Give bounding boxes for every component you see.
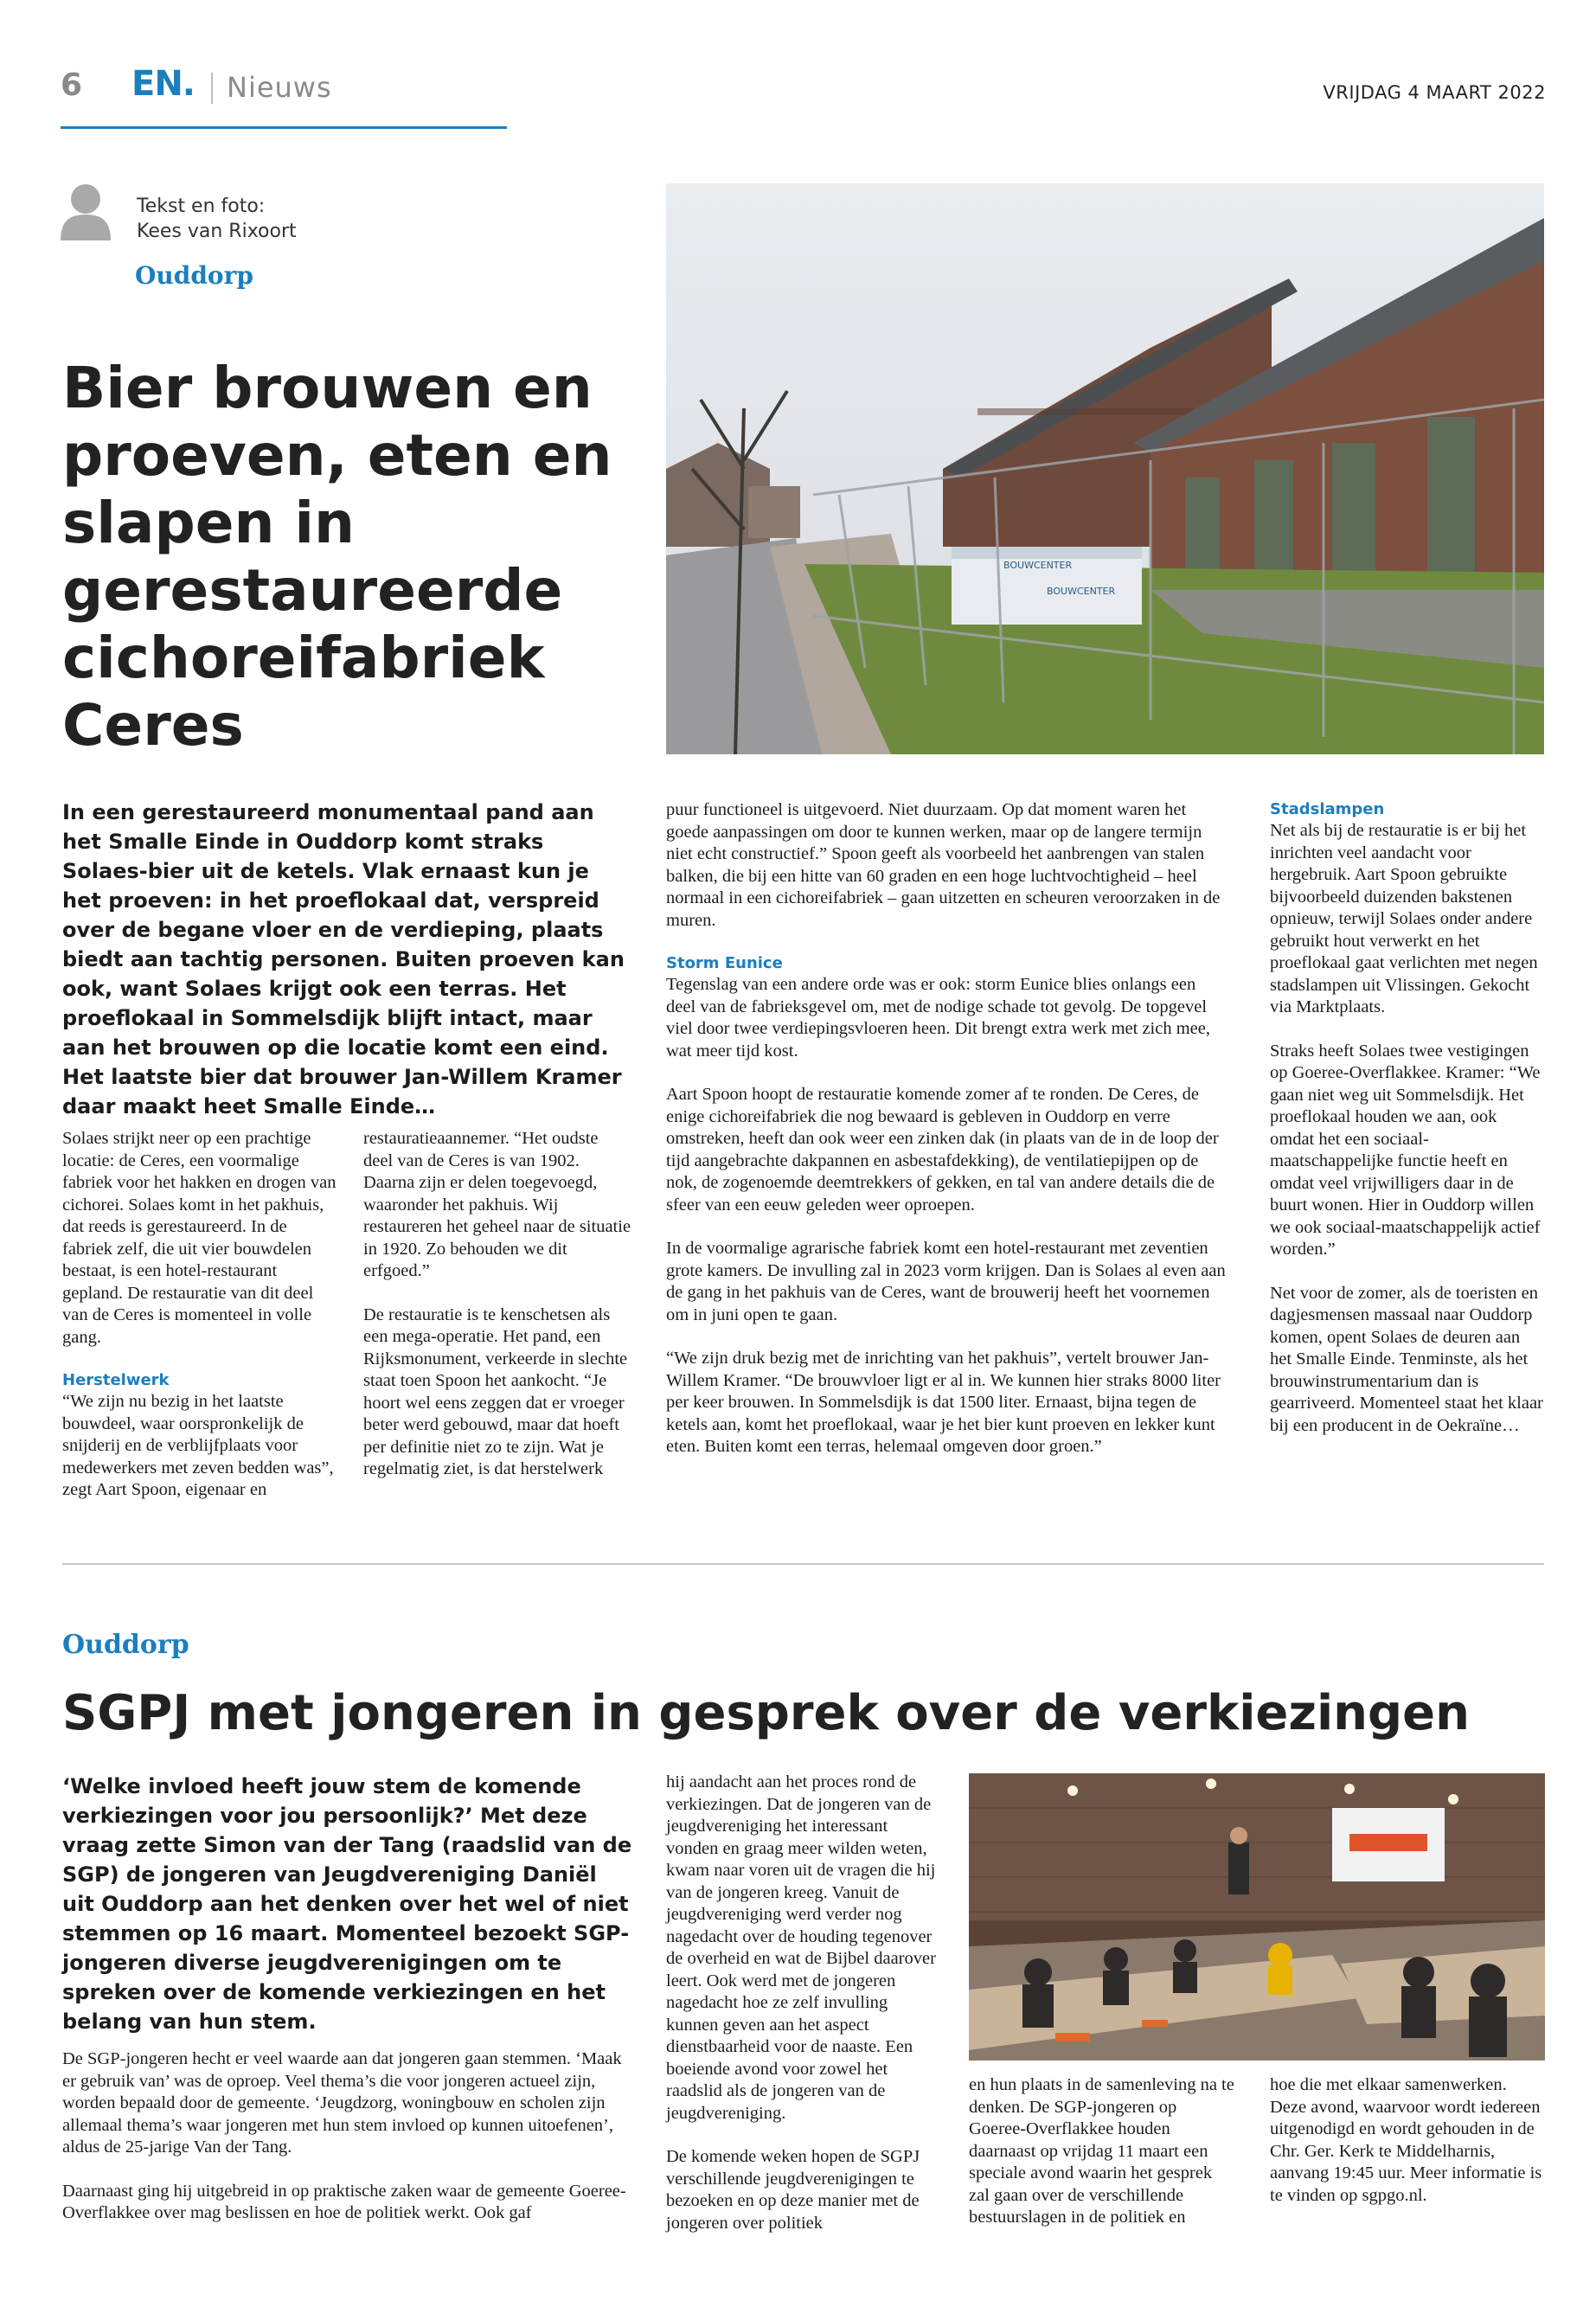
article1-headline: Bier brouwen en proeven, eten en slapen in gerestaureerde cichoreifabriek Ceres xyxy=(62,355,612,759)
article2-column-3 xyxy=(969,2074,1237,2251)
article2-location: Ouddorp xyxy=(62,1630,189,1660)
author-credit: Tekst en foto: Kees van Rixoort xyxy=(137,195,297,242)
article2-lead: ‘Welke invloed heeft jouw stem de komende verkiezingen voor jou persoonlijk?’ Met deze vraag zette Simon van der Tang (raadslid van de SGP) de jongeren van Jeugdvereniging Daniël uit Ouddorp aan het denken over het wel of niet stemmen op 16 maart. Momenteel bezoekt SGP-jongeren diverse jeugdverenigingen om te spreken over de komende verkiezingen en het belang van hun stem. xyxy=(62,1774,632,2034)
section-label: Nieuws xyxy=(227,71,332,104)
article2-column-1 xyxy=(62,2048,633,2247)
paragraph: De SGP-jongeren hecht er veel waarde aan dat jongeren gaan stemmen. ‘Maak er gebruik van’ was de oproep. Veel thema’s die voor jongeren actueel zijn, worden bepaald door de gemeente. ‘Jeugdzorg, woningbouw en scholen zijn allemaal thema’s waar jongeren met hun stem invloed op kunnen uitoefenen’, aldus de 25-jarige Van der Tang. xyxy=(62,2049,622,2157)
pallet-sign-text: BOUWCENTER xyxy=(1047,586,1116,597)
paragraph: puur functioneel is uitgevoerd. Niet duurzaam. Op dat moment waren het goede aanpassingen om door te kunnen werken, maar op de langere termijn niet echt constructief.” Spoon geeft als voorbeeld het aanbrengen van stalen balken, die bij een hitte van 60 graden en een hoge luchtvochtigheid – heel normaal in een cichoreifabriek – gaan uitzetten en scheuren veroorzaken in de muren. xyxy=(666,800,1221,930)
paragraph: Net voor de zomer, als de toeristen en dagjesmensen massaal naar Ouddorp komen, opent Solaes de deuren aan het Smalle Einde. Tenminste, als het brouwinstrumentarium dan is gearriveerd. Momenteel staat het klaar bij een producent in de Oekraïne… xyxy=(1270,1283,1543,1435)
article1-column-4 xyxy=(1270,799,1545,1458)
header-separator xyxy=(211,73,213,104)
page-number: 6 xyxy=(61,67,83,103)
article2-column-2 xyxy=(666,1772,941,2256)
paragraph: hoe die met elkaar samenwerken. Deze avond, waarvoor wordt iedereen uitgenodigd en wordt gehouden in de Chr. Ger. Kerk te Middelharnis, aanvang 19:45 uur. Meer informatie is te vinden op sgpgo.nl. xyxy=(1270,2075,1542,2205)
article-divider xyxy=(62,1563,1544,1565)
paragraph: en hun plaats in de samenleving na te denken. De SGP-jongeren op Goeree-Overflakkee houden daarnaast op vrijdag 11 maart een speciale avond waarin het gesprek zal gaan over de verschillende bestuurslagen in de politiek en xyxy=(969,2075,1234,2227)
factory-photo-illustration xyxy=(666,183,1544,754)
newspaper-logo: EN. xyxy=(131,64,195,104)
subheading-storm-eunice: Storm Eunice xyxy=(666,954,783,972)
article1-lead: In een gerestaureerd monumentaal pand aan het Smalle Einde in Ouddorp komt straks Solaes-bier uit de ketels. Vlak ernaast kun je het proeven: in het proeflokaal dat, verspreid over de begane vloer en de verdieping, plaats biedt aan tachtig personen. Buiten proeven kan ook, want Solaes krijgt ook een terras. Het proeflokaal in Sommelsdijk blijft intact, maar aan het brouwen op die locatie komt een eind. Het laatste bier dat brouwer Jan-Willem Kramer daar maakt heet Smalle Einde… xyxy=(62,800,625,1118)
meeting-photo-illustration xyxy=(969,1773,1545,2061)
header-rule xyxy=(61,126,507,129)
paragraph: Straks heeft Solaes twee vestigingen op Goeree-Overflakkee. Kramer: “We gaan niet weg uit Sommelsdijk. Het proeflokaal houden we aan, ook omdat het een sociaal-maatschappelijke functie heeft en omdat veel vrijwilligers daar in de buurt wonen. Hier in Ouddorp willen we ook sociaal-maatschappelijk actief worden.” xyxy=(1270,1041,1541,1259)
article1-column-1 xyxy=(62,1128,339,1523)
paragraph: “We zijn nu bezig in het laatste bouwdeel, waar oorspronkelijk de snijderij en de verblijfplaats voor medewerkers met zeven bedden was”, zegt Aart Spoon, eigenaar en xyxy=(62,1392,334,1499)
paragraph: “We zijn druk bezig met de inrichting van het pakhuis”, vertelt brouwer Jan-Willem Kramer. “De brouwvloer ligt er al in. We kunnen hier straks 8000 liter per keer brouwen. In Sommelsdijk is dat 1500 liter. Ernaast, bijna tegen de ketels aan, komt het proeflokaal, waar je het bier kunt proeven en lekker kunt eten. Buiten komt een terras, helemaal omgeven door groen.” xyxy=(666,1349,1221,1456)
author-avatar-icon xyxy=(61,183,111,240)
paragraph: De restauratie is te kenschetsen als een mega-operatie. Het pand, een Rijksmonument, verkeerde in slechte staat toen Spoon het aankocht. “Je hoort wel eens zeggen dat er vroeger beter werd gebouwd, maar dat hoeft per definitie niet zo te zijn. Wat je regelmatig ziet, is dat herstelwerk xyxy=(363,1304,628,1478)
issue-date: VRIJDAG 4 MAART 2022 xyxy=(1323,82,1546,103)
article2-column-4 xyxy=(1270,2074,1545,2228)
pallet-sign-text: BOUWCENTER xyxy=(1003,560,1073,571)
paragraph: De komende weken hopen de SGPJ verschillende jeugdverenigingen te bezoeken en op deze manier met de jongeren over politiek xyxy=(666,2147,920,2233)
subheading-herstelwerk: Herstelwerk xyxy=(62,1371,170,1389)
subheading-stadslampen: Stadslampen xyxy=(1270,800,1385,818)
paragraph: restauratieaannemer. “Het oudste deel van de Ceres is van 1902. Daarna zijn er delen toegevoegd, waaronder het pakhuis. Wij restaureren het geheel naar de situatie in 1920. Zo behouden we dit erfgoed.” xyxy=(363,1129,631,1280)
paragraph: In de voormalige agrarische fabriek komt een hotel-restaurant met zeventien grote kamers. De invulling zal in 2023 vorm krijgen. Dan is Solaes al even aan de gang in het pakhuis van de Ceres, want de brouwerij heeft het voornemen om in juni open te gaan. xyxy=(666,1239,1226,1324)
article1-column-3 xyxy=(666,799,1228,1480)
paragraph: Daarnaast ging hij uitgebreid in op praktische zaken waar de gemeente Goeree-Overflakkee over mag beslissen en hoe de politiek werkt. Ook gaf xyxy=(62,2181,626,2222)
paragraph: Aart Spoon hoopt de restauratie komende zomer af te ronden. De Ceres, de enige cichoreifabriek die nog bewaard is gebleven in Ouddorp en verre omstreken, heeft dan ook weer een zinken dak (in plaats van de in de loop der tijd aangebrachte dakpannen en asbestafdekking), de ventilatiepijpen op de nok, de zogenoemde deemtrekkers of gekken, en tal van andere details die de sfeer van een eeuw geleden weer oproepen. xyxy=(666,1085,1219,1215)
article1-location: Ouddorp xyxy=(135,261,253,290)
article2-photo xyxy=(969,1773,1545,2061)
article2-headline: SGPJ met jongeren in gesprek over de verkiezingen xyxy=(62,1685,1470,1741)
paragraph: Tegenslag van een andere orde was er ook: storm Eunice blies onlangs een deel van de fabrieksgevel om, met de nodige schade tot gevolg. De topgevel viel door twee verdiepingsvloeren heen. Dit brengt extra werk met zich mee, wat meer tijd kost. xyxy=(666,975,1210,1061)
paragraph: hij aandacht aan het proces rond de verkiezingen. Dat de jongeren van de jeugdvereniging het interessant vonden en graag meer wilden weten, kwam naar voren uit de vragen die hij van de jongeren kreeg. Vanuit de jeugdvereniging werd verder nog nagedacht over de houding tegenover de overheid en wat de Bijbel daarover leert. Ook werd met de jongeren nagedacht hoe ze zelf invulling kunnen geven aan het aspect dienstbaarheid voor de naaste. Een boeiende avond voor zowel het raadslid als de jongeren van de jeugdvereniging. xyxy=(666,1772,936,2123)
article1-column-2 xyxy=(363,1128,631,1503)
paragraph: Solaes strijkt neer op een prachtige locatie: de Ceres, een voormalige fabriek voor het hakken en drogen van cichorei. Solaes komt in het pakhuis, dat reeds is gerestaureerd. In de fabriek zelf, die uit vier bouwdelen bestaat, is een hotel-restaurant gepland. De restauratie van dit deel van de Ceres is momenteel in volle gang. xyxy=(62,1129,337,1347)
paragraph: Net als bij de restauratie is er bij het inrichten veel aandacht voor hergebruik. Aart Spoon gebruikte bijvoorbeeld duizenden bakstenen opnieuw, terwijl Solaes onder andere gebruikt hout verwerkt en het proeflokaal gaat verlichten met negen stadslampen uit Vlissingen. Gekocht via Marktplaats. xyxy=(1270,821,1538,1016)
article1-photo xyxy=(666,183,1544,754)
